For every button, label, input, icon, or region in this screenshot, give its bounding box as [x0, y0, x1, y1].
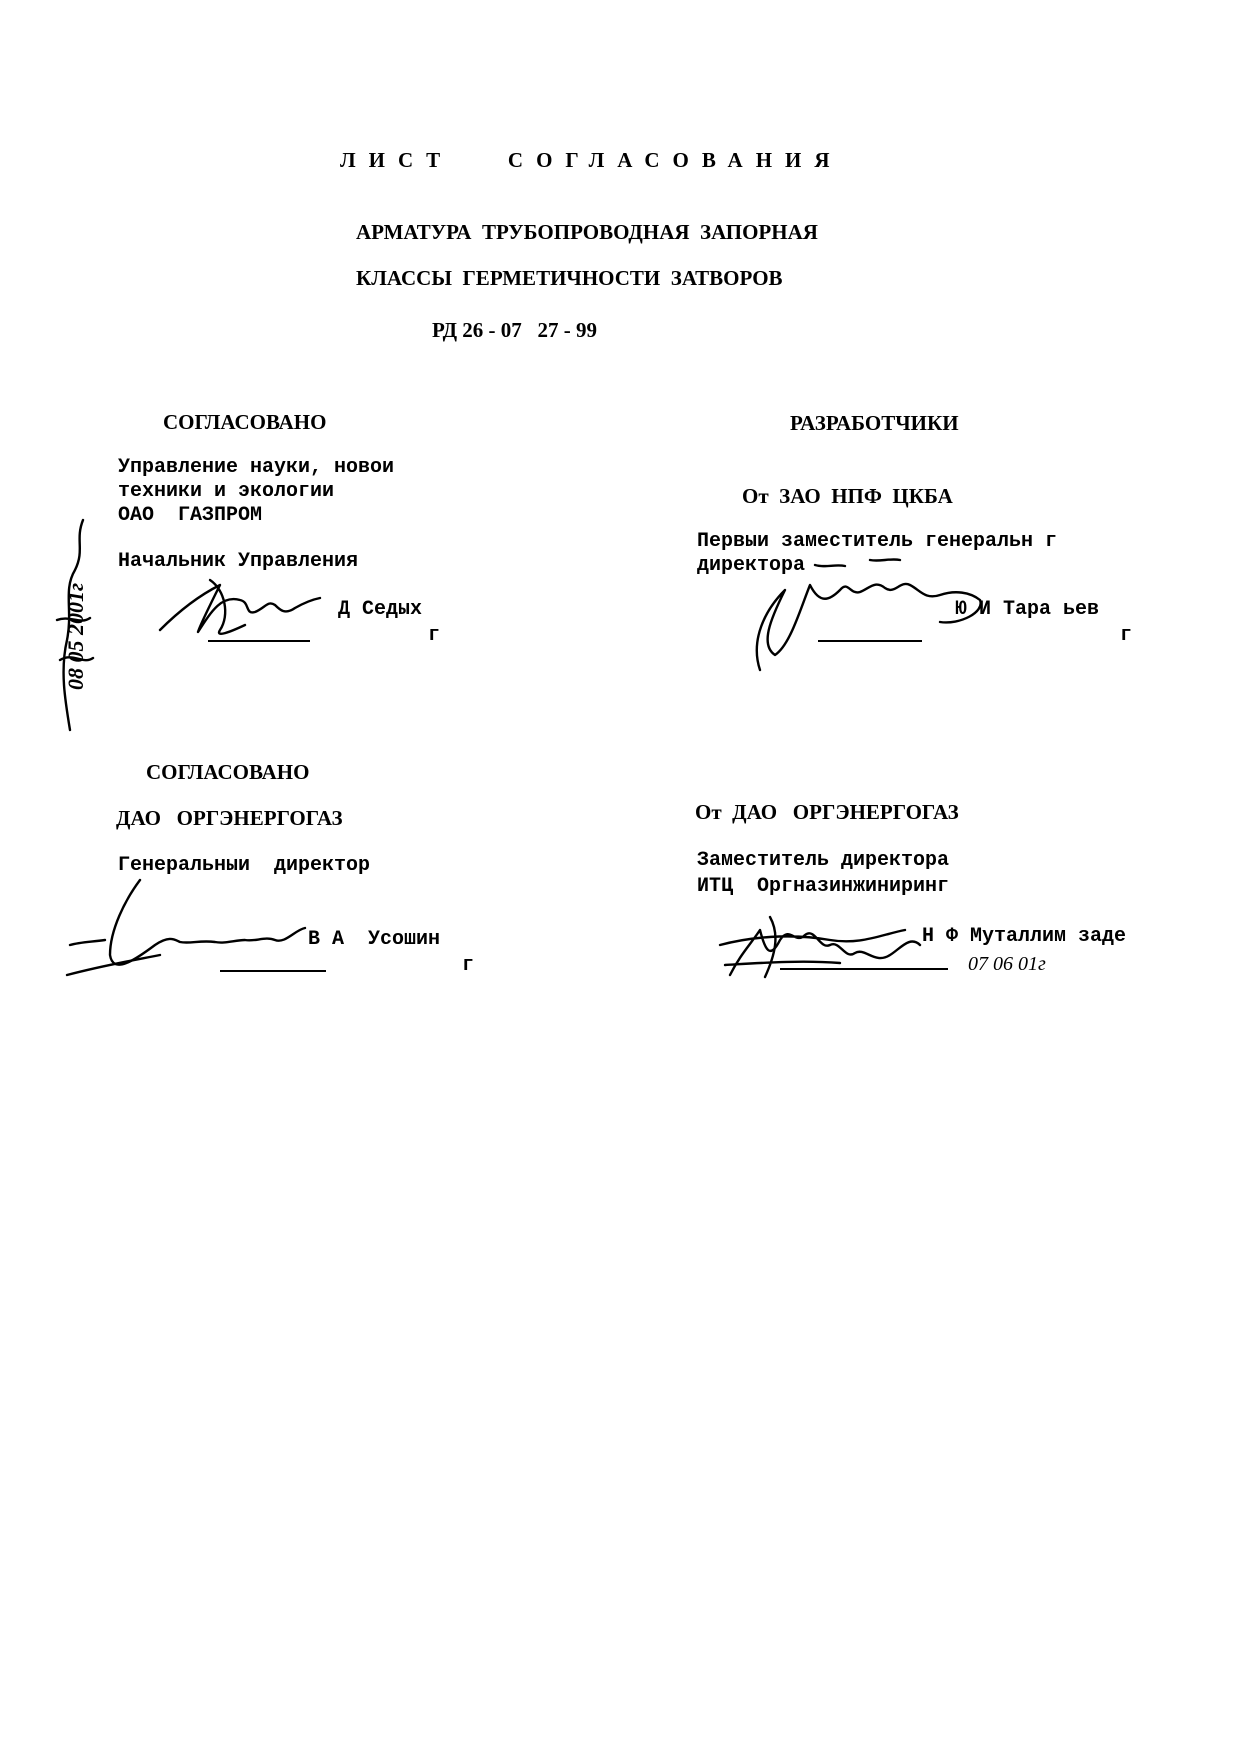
- signature-date: 07 06 01г: [968, 953, 1046, 975]
- subject-line-2: КЛАССЫ ГЕРМЕТИЧНОСТИ ЗАТВОРОВ: [356, 266, 783, 290]
- signature-tarasyev: [730, 550, 1010, 680]
- signer-name: Н Ф Муталлим заде: [922, 925, 1127, 948]
- signer-name: Д Седых: [338, 598, 423, 621]
- signature-mutallimzade: [710, 905, 940, 985]
- signature-usoshin: [65, 870, 365, 990]
- signature-sedykh: [150, 570, 350, 650]
- developer-org: От ЗАО НПФ ЦКБА: [742, 484, 953, 508]
- margin-signature: [45, 500, 105, 740]
- position-line-1: Заместитель директора: [697, 849, 950, 872]
- subject-line-1: АРМАТУРА ТРУБОПРОВОДНАЯ ЗАПОРНАЯ: [356, 220, 818, 244]
- sheet-title: ЛИСТ СОГЛАСОВАНИЯ: [340, 148, 843, 172]
- year-suffix: г: [1120, 624, 1133, 647]
- position-title: Начальник Управления: [118, 550, 359, 573]
- org-line-2: техники и экологии: [118, 480, 335, 503]
- document-number: РД 26 - 07 27 - 99: [432, 318, 598, 342]
- signer-name: Ю И Тара ьев: [955, 598, 1100, 621]
- position-line-2: директора: [697, 554, 806, 577]
- position-line-1: Первыи заместитель генеральн г: [697, 530, 1058, 553]
- position-title: Генеральныи директор: [118, 854, 371, 877]
- position-line-2: ИТЦ Оргназинжиниринг: [697, 875, 950, 898]
- developers-heading: РАЗРАБОТЧИКИ: [790, 411, 959, 435]
- developer-org: От ДАО ОРГЭНЕРГОГАЗ: [695, 800, 959, 824]
- margin-handwritten-date: 08 05 2001г: [63, 582, 88, 690]
- approved-heading: СОГЛАСОВАНО: [146, 760, 310, 784]
- org-line-3: ОАО ГАЗПРОМ: [118, 504, 263, 527]
- signer-name: В А Усошин: [308, 928, 441, 951]
- approved-heading: СОГЛАСОВАНО: [163, 410, 327, 434]
- org-name: ДАО ОРГЭНЕРГОГАЗ: [116, 806, 343, 830]
- year-suffix: г: [428, 624, 441, 647]
- year-suffix: г: [462, 954, 475, 977]
- org-line-1: Управление науки, новои: [118, 456, 395, 479]
